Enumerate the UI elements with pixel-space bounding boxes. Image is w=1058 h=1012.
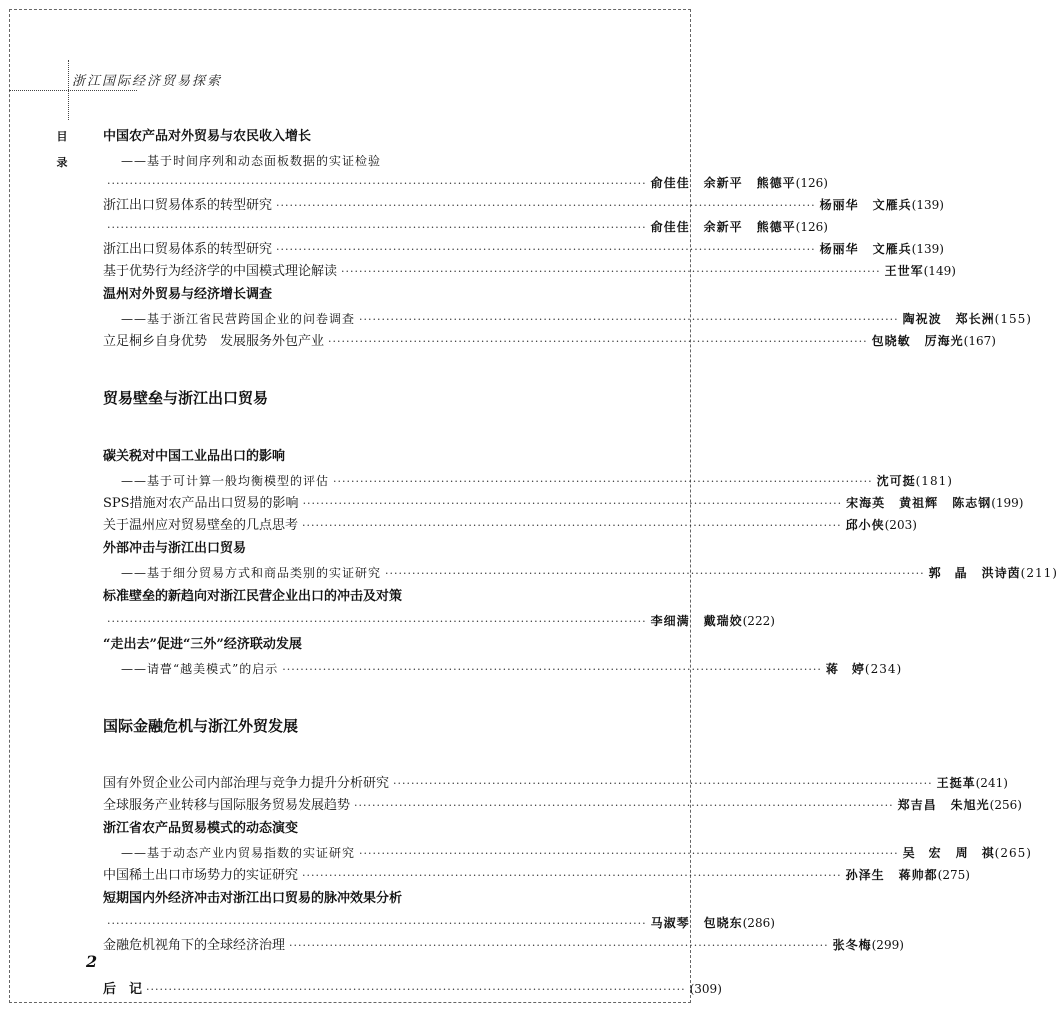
author-name: 包晓敏 [871, 334, 911, 348]
author-name: 蒋 婷 [825, 662, 865, 676]
group-gap [103, 352, 600, 370]
author-name: 马淑琴 [650, 916, 690, 930]
toc-entry-text: ——基于动态产业内贸易指数的实证研究 [121, 846, 356, 860]
author-name: 文雁兵 [872, 242, 912, 256]
contents-sidebar-label [56, 124, 68, 176]
toc-entry-page: (139) [911, 242, 944, 256]
author-name: 余新平 [703, 220, 743, 234]
toc-entry-authors [846, 864, 938, 886]
toc-entry-authors [820, 194, 912, 216]
toc-entry-title: 短期国内外经济冲击对浙江出口贸易的脉冲效果分析 [103, 891, 403, 906]
toc-entry-page: (299) [871, 938, 904, 952]
toc-entry-authors [651, 912, 743, 934]
author-name: 蒋帅都 [898, 868, 938, 882]
section-heading: 国际金融危机与浙江外贸发展 [103, 717, 299, 735]
leader-dots: ························································································································ [359, 313, 899, 326]
author-name: 陈志钢 [952, 496, 992, 510]
toc-entry-page: (241) [975, 776, 1008, 790]
toc-entry-page: (181) [915, 474, 953, 488]
toc-entry [103, 772, 1008, 794]
toc-entry [103, 216, 828, 238]
sidebar-char: 录 [56, 156, 68, 169]
toc-entry-subtitle: ——基于时间序列和动态面板数据的实证检验 [121, 154, 382, 168]
leader-dots: ························································································································ [107, 221, 647, 234]
toc-entry-authors [937, 772, 976, 794]
toc-entry [103, 308, 1032, 330]
author-name: 孙泽生 [845, 868, 885, 882]
page-number: 2 [86, 952, 98, 971]
leader-dots: ························································································································ [289, 939, 829, 952]
toc-entry [103, 172, 828, 194]
toc-entry-text: 基于优势行为经济学的中国模式理论解读 [103, 264, 338, 279]
toc-entry-title: 碳关税对中国工业品出口的影响 [103, 449, 286, 464]
toc-entry-page: (222) [742, 614, 775, 628]
toc-entry-page: (275) [937, 868, 970, 882]
toc-entry-afterword [103, 978, 722, 1000]
toc-entry-authors [877, 470, 916, 492]
toc-entry [103, 330, 996, 352]
section-heading: 贸易壁垒与浙江出口贸易 [103, 389, 269, 407]
toc-entry [103, 238, 944, 260]
header-vertical-rule [68, 60, 69, 120]
toc-entry-title: 中国农产品对外贸易与农民收入增长 [103, 129, 312, 144]
section-gap [103, 426, 600, 444]
toc-entry [103, 470, 953, 492]
toc-entry-text: ——请瞢“越美模式”的启示 [121, 662, 279, 676]
toc-entry-page: (139) [911, 198, 944, 212]
group-gap [103, 956, 600, 974]
author-name: 郭 晶 [928, 566, 968, 580]
toc-entry-page: (256) [989, 798, 1022, 812]
toc-entry [103, 794, 1022, 816]
leader-dots: ························································································································ [146, 983, 686, 996]
leader-dots: ························································································································ [328, 335, 868, 348]
leader-dots: ························································································································ [107, 917, 647, 930]
toc-entry [103, 514, 917, 536]
author-name: 朱旭光 [950, 798, 990, 812]
toc-entry [103, 842, 1032, 864]
toc-entry [103, 658, 903, 680]
leader-dots: ························································································································ [341, 265, 881, 278]
toc-entry-title: “走出去”促进“三外”经济联动发展 [103, 637, 302, 652]
toc-entry-authors [833, 934, 872, 956]
toc-entry-page: (126) [795, 176, 828, 190]
toc-entry-page: (155) [994, 312, 1032, 326]
leader-dots: ························································································································ [302, 519, 842, 532]
author-name: 宋海英 [846, 496, 886, 510]
toc-entry [103, 934, 904, 956]
leader-dots: ························································································································ [282, 663, 822, 676]
author-name: 包晓东 [703, 916, 743, 930]
toc-entry-page: (286) [742, 916, 775, 930]
toc-entry-page: (126) [795, 220, 828, 234]
author-name: 洪诗茵 [981, 566, 1021, 580]
author-name: 郑长洲 [955, 312, 995, 326]
toc-entry-authors [846, 514, 885, 536]
author-name: 文雁兵 [872, 198, 912, 212]
section-gap [103, 754, 600, 772]
toc-entry-text: 立足桐乡自身优势 发展服务外包产业 [103, 334, 325, 349]
toc-entry-text: ——基于浙江省民营跨国企业的问卷调查 [121, 312, 356, 326]
table-of-contents [103, 124, 1058, 1000]
author-name: 杨丽华 [819, 242, 859, 256]
afterword-page: (309) [689, 982, 722, 996]
running-head: 浙江国际经济贸易探索 [72, 74, 223, 89]
toc-entry [103, 194, 944, 216]
toc-entry-authors [903, 842, 995, 864]
toc-entry-page: (265) [994, 846, 1032, 860]
toc-entry-title: 外部冲击与浙江出口贸易 [103, 541, 247, 556]
sidebar-char: 目 [56, 130, 68, 143]
author-name: 俞佳佳 [650, 220, 690, 234]
toc-entry-text: 金融危机视角下的全球经济治理 [103, 938, 286, 953]
toc-entry-title: 浙江省农产品贸易模式的动态演变 [103, 821, 299, 836]
toc-entry [103, 864, 970, 886]
afterword-title: 后 记 [103, 982, 143, 997]
toc-entry-text: 浙江出口贸易体系的转型研究 [103, 242, 273, 257]
toc-entry-authors [651, 172, 796, 194]
toc-entry-title: 温州对外贸易与经济增长调查 [103, 287, 273, 302]
author-name: 邱小侠 [845, 518, 885, 532]
toc-entry-authors [885, 260, 924, 282]
toc-entry [103, 610, 775, 632]
toc-entry-text: 全球服务产业转移与国际服务贸易发展趋势 [103, 798, 351, 813]
toc-entry [103, 562, 1058, 584]
toc-entry-authors [872, 330, 964, 352]
toc-entry-authors [820, 238, 912, 260]
group-gap [103, 680, 600, 698]
author-name: 周 祺 [955, 846, 995, 860]
leader-dots: ························································································································ [302, 497, 843, 510]
author-name: 杨丽华 [819, 198, 859, 212]
author-name: 陶祝波 [902, 312, 942, 326]
toc-entry-text: ——基于可计算一般均衡模型的评估 [121, 474, 330, 488]
author-name: 熊德平 [756, 220, 796, 234]
toc-entry-text: ——基于细分贸易方式和商品类别的实证研究 [121, 566, 382, 580]
toc-entry-authors [651, 610, 743, 632]
leader-dots: ························································································································ [385, 567, 925, 580]
toc-entry-authors [903, 308, 995, 330]
toc-entry-authors [929, 562, 1021, 584]
author-name: 王挺革 [936, 776, 976, 790]
toc-entry [103, 260, 956, 282]
author-name: 熊德平 [756, 176, 796, 190]
toc-entry-text: 国有外贸企业公司内部治理与竞争力提升分析研究 [103, 776, 390, 791]
toc-entry-text: 中国稀土出口市场势力的实证研究 [103, 868, 299, 883]
toc-entry-authors [651, 216, 796, 238]
leader-dots: ························································································································ [276, 199, 816, 212]
toc-entry-page: (149) [923, 264, 956, 278]
leader-dots: ························································································································ [276, 243, 816, 256]
toc-entry-page: (211) [1020, 566, 1058, 580]
leader-dots: ························································································································ [107, 177, 647, 190]
leader-dots: ························································································································ [354, 799, 894, 812]
toc-entry [103, 492, 1024, 514]
author-name: 吴 宏 [902, 846, 942, 860]
author-name: 张冬梅 [832, 938, 872, 952]
toc-entry-authors [826, 658, 865, 680]
author-name: 厉海光 [924, 334, 964, 348]
leader-dots: ························································································································ [107, 615, 647, 628]
author-name: 余新平 [703, 176, 743, 190]
toc-entry-page: (203) [884, 518, 917, 532]
author-name: 沈可挺 [876, 474, 916, 488]
toc-entry-page: (234) [864, 662, 903, 676]
header-rule [9, 90, 137, 91]
author-name: 李细满 [650, 614, 690, 628]
author-name: 戴瑞姣 [703, 614, 743, 628]
toc-entry-page: (199) [991, 496, 1024, 510]
toc-entry [103, 912, 775, 934]
toc-entry-authors [898, 794, 990, 816]
leader-dots: ························································································································ [359, 847, 899, 860]
toc-entry-text: 浙江出口贸易体系的转型研究 [103, 198, 273, 213]
toc-entry-text: SPS措施对农产品出口贸易的影响 [103, 496, 299, 511]
leader-dots: ························································································································ [393, 777, 933, 790]
toc-entry-title: 标准壁垒的新趋向对浙江民营企业出口的冲击及对策 [103, 589, 403, 604]
author-name: 黄祖辉 [899, 496, 939, 510]
toc-entry-text: 关于温州应对贸易壁垒的几点思考 [103, 518, 299, 533]
author-name: 俞佳佳 [650, 176, 690, 190]
author-name: 郑吉昌 [897, 798, 937, 812]
author-name: 王世军 [884, 264, 924, 278]
leader-dots: ························································································································ [333, 475, 873, 488]
toc-entry-page: (167) [963, 334, 996, 348]
toc-entry-authors [846, 492, 991, 514]
leader-dots: ························································································································ [302, 869, 842, 882]
